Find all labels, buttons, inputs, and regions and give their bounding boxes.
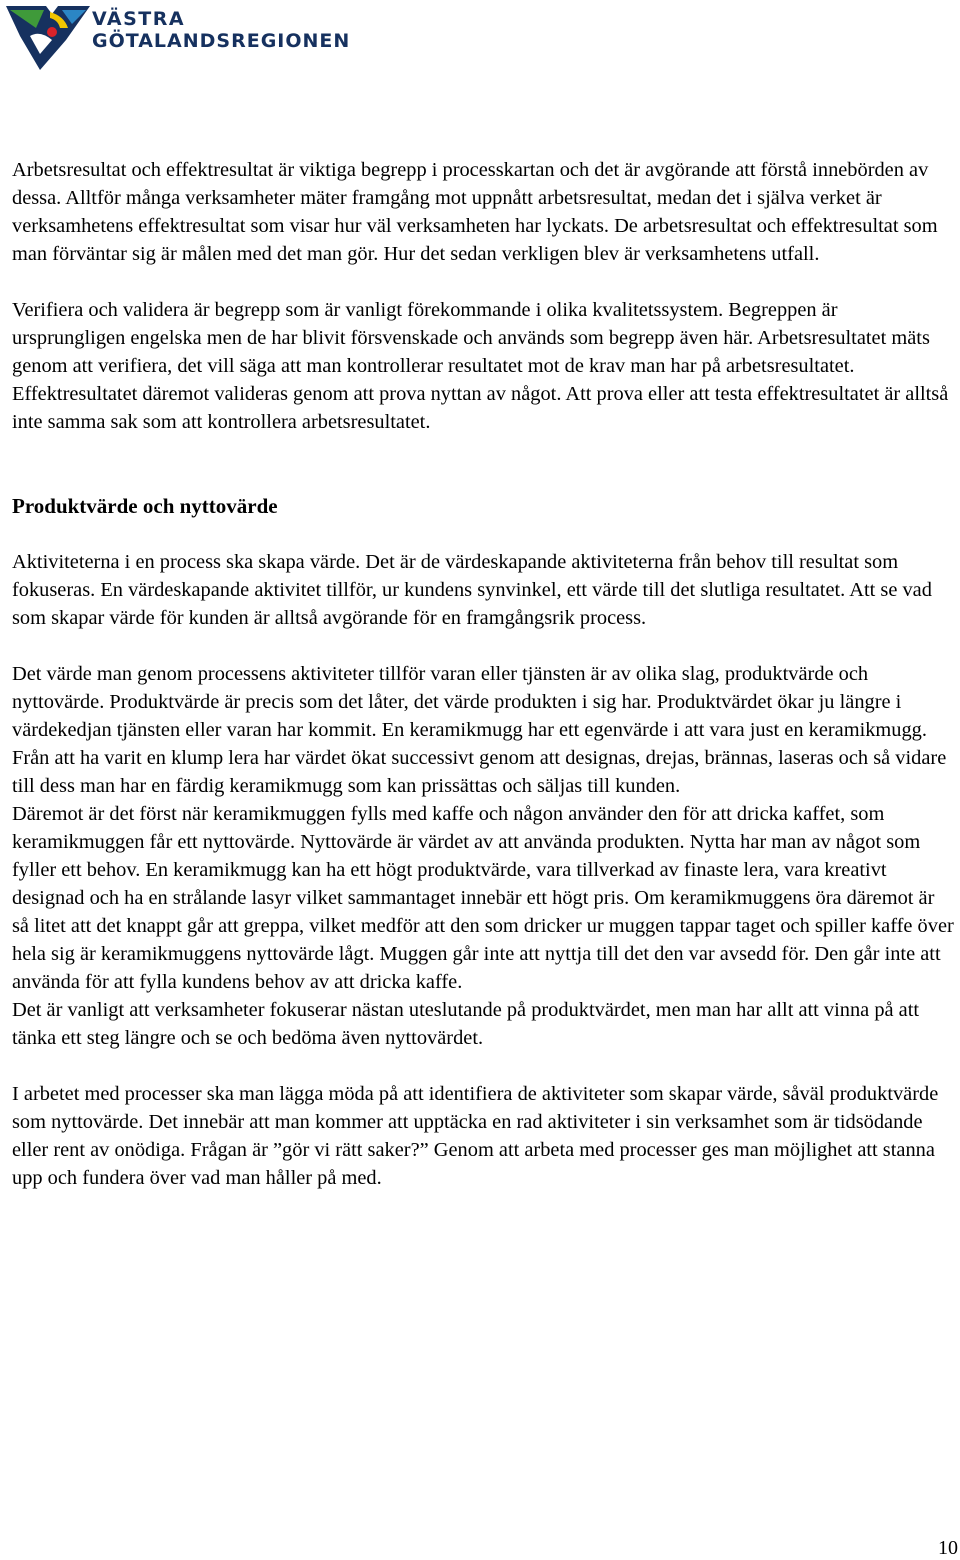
logo-line-gotalandsregionen: GÖTALANDSREGIONEN (92, 30, 351, 52)
paragraph-spacer (12, 268, 954, 296)
section-heading: Produktvärde och nyttovärde (12, 494, 278, 518)
paragraph-arbetsresultat: Arbetsresultat och effektresultat är viktiga begrepp i processkartan och det är avgörande att förstå innebörden av dessa. Alltför många verksamheter mäter framgång mot uppnått arbetsresultat, medan det i själva verket är verksamhetens effektresultat som visar hur väl verksamheten har lyckats. De arbetsresultat och effektresultat som man förväntar sig är målen med det man gör. Hur det sedan verkligen blev är verksamhetens utfall. (12, 159, 938, 265)
logo-line-vastra: VÄSTRA (92, 8, 186, 30)
paragraph-verifiera-validera: Verifiera och validera är begrepp som är vanligt förekommande i olika kvalitetssystem. Begreppen är ursprungligen engelska men de har blivit försvenskade och används som begrepp även här. Arbetsresultatet mäts genom att verifiera, det vill säga att man kontrollerar resultatet mot de krav man har på arbetsresultatet. Effektresultatet däremot valideras genom att prova nyttan av något. Att prova eller att testa effektresultatet är alltså inte samma sak som att kontrollera arbetsresultatet. (12, 299, 949, 433)
paragraph-nyttovarde: Däremot är det först när keramikmuggen fylls med kaffe och någon använder den för att dricka kaffet, som keramikmuggen får ett nyttovärde. Nyttovärde är värdet av att använda produkten. Nytta har man av något som fyller ett behov. En keramikmugg kan ha ett högt produktvärde, vara tillverkad av finaste lera, vara kreativt designad och ha en strålande lasyr vilket sammantaget innebär ett högt pris. Om keramikmuggens öra däremot är så litet att det knappt går att greppa, vilket medför att den som dricker ur muggen tappar taget och spiller kaffe över hela sig är keramikmuggens nyttovärde lågt. Muggen går inte att nyttja till det den var avsedd för. Den går inte att använda för att fylla kundens behov av att dricka kaffe. (12, 803, 954, 993)
paragraph-arbetet-med-processer: I arbetet med processer ska man lägga möda på att identifiera de aktiviteter som skapar värde, såväl produktvärde som nyttovärde. Det innebär att man kommer att upptäcka en rad aktiviteter i sin verksamhet som är tidsödande eller rent av onödiga. Frågan är ”gör vi rätt saker?” Genom att arbeta med processer ges man möjlighet att stanna upp och fundera över vad man håller på med. (12, 1083, 939, 1189)
paragraph-spacer (12, 1052, 954, 1080)
organization-logo (6, 2, 366, 70)
document-body (12, 156, 954, 1192)
page-number: 10 (938, 1537, 958, 1559)
paragraph-spacer (12, 520, 954, 548)
paragraph-aktiviteterna: Aktiviteterna i en process ska skapa värde. Det är de värdeskapande aktiviteterna från behov till resultat som fokuseras. En värdeskapande aktivitet tillför, ur kundens synvinkel, ett värde till det slutliga resultatet. Att se vad som skapar värde för kunden är alltså avgörande för en framgångsrik process. (12, 551, 932, 629)
logo-wordmark (92, 8, 350, 52)
section-spacer (12, 436, 954, 492)
paragraph-vardeslag: Det värde man genom processens aktiviteter tillför varan eller tjänsten är av olika slag, produktvärde och nyttovärde. Produktvärde är precis som det låter, det värde produkten i sig har. Produktvärdet ökar ju längre i värdekedjan tjänsten eller varan har kommit. En keramikmugg har ett egenvärde i att vara just en keramikmugg. Från att ha varit en klump lera har värdet ökat successivt genom att designas, drejas, brännas, laseras och så vidare till dess man har en färdig keramikmugg som kan prissättas och säljas till kunden. (12, 663, 947, 797)
paragraph-fokus-produktvarde: Det är vanligt att verksamheter fokuserar nästan uteslutande på produktvärdet, men man har allt att vinna på att tänka ett steg längre och se och bedöma även nyttovärdet. (12, 999, 920, 1049)
paragraph-spacer (12, 632, 954, 660)
vgr-logo-icon (6, 2, 90, 70)
